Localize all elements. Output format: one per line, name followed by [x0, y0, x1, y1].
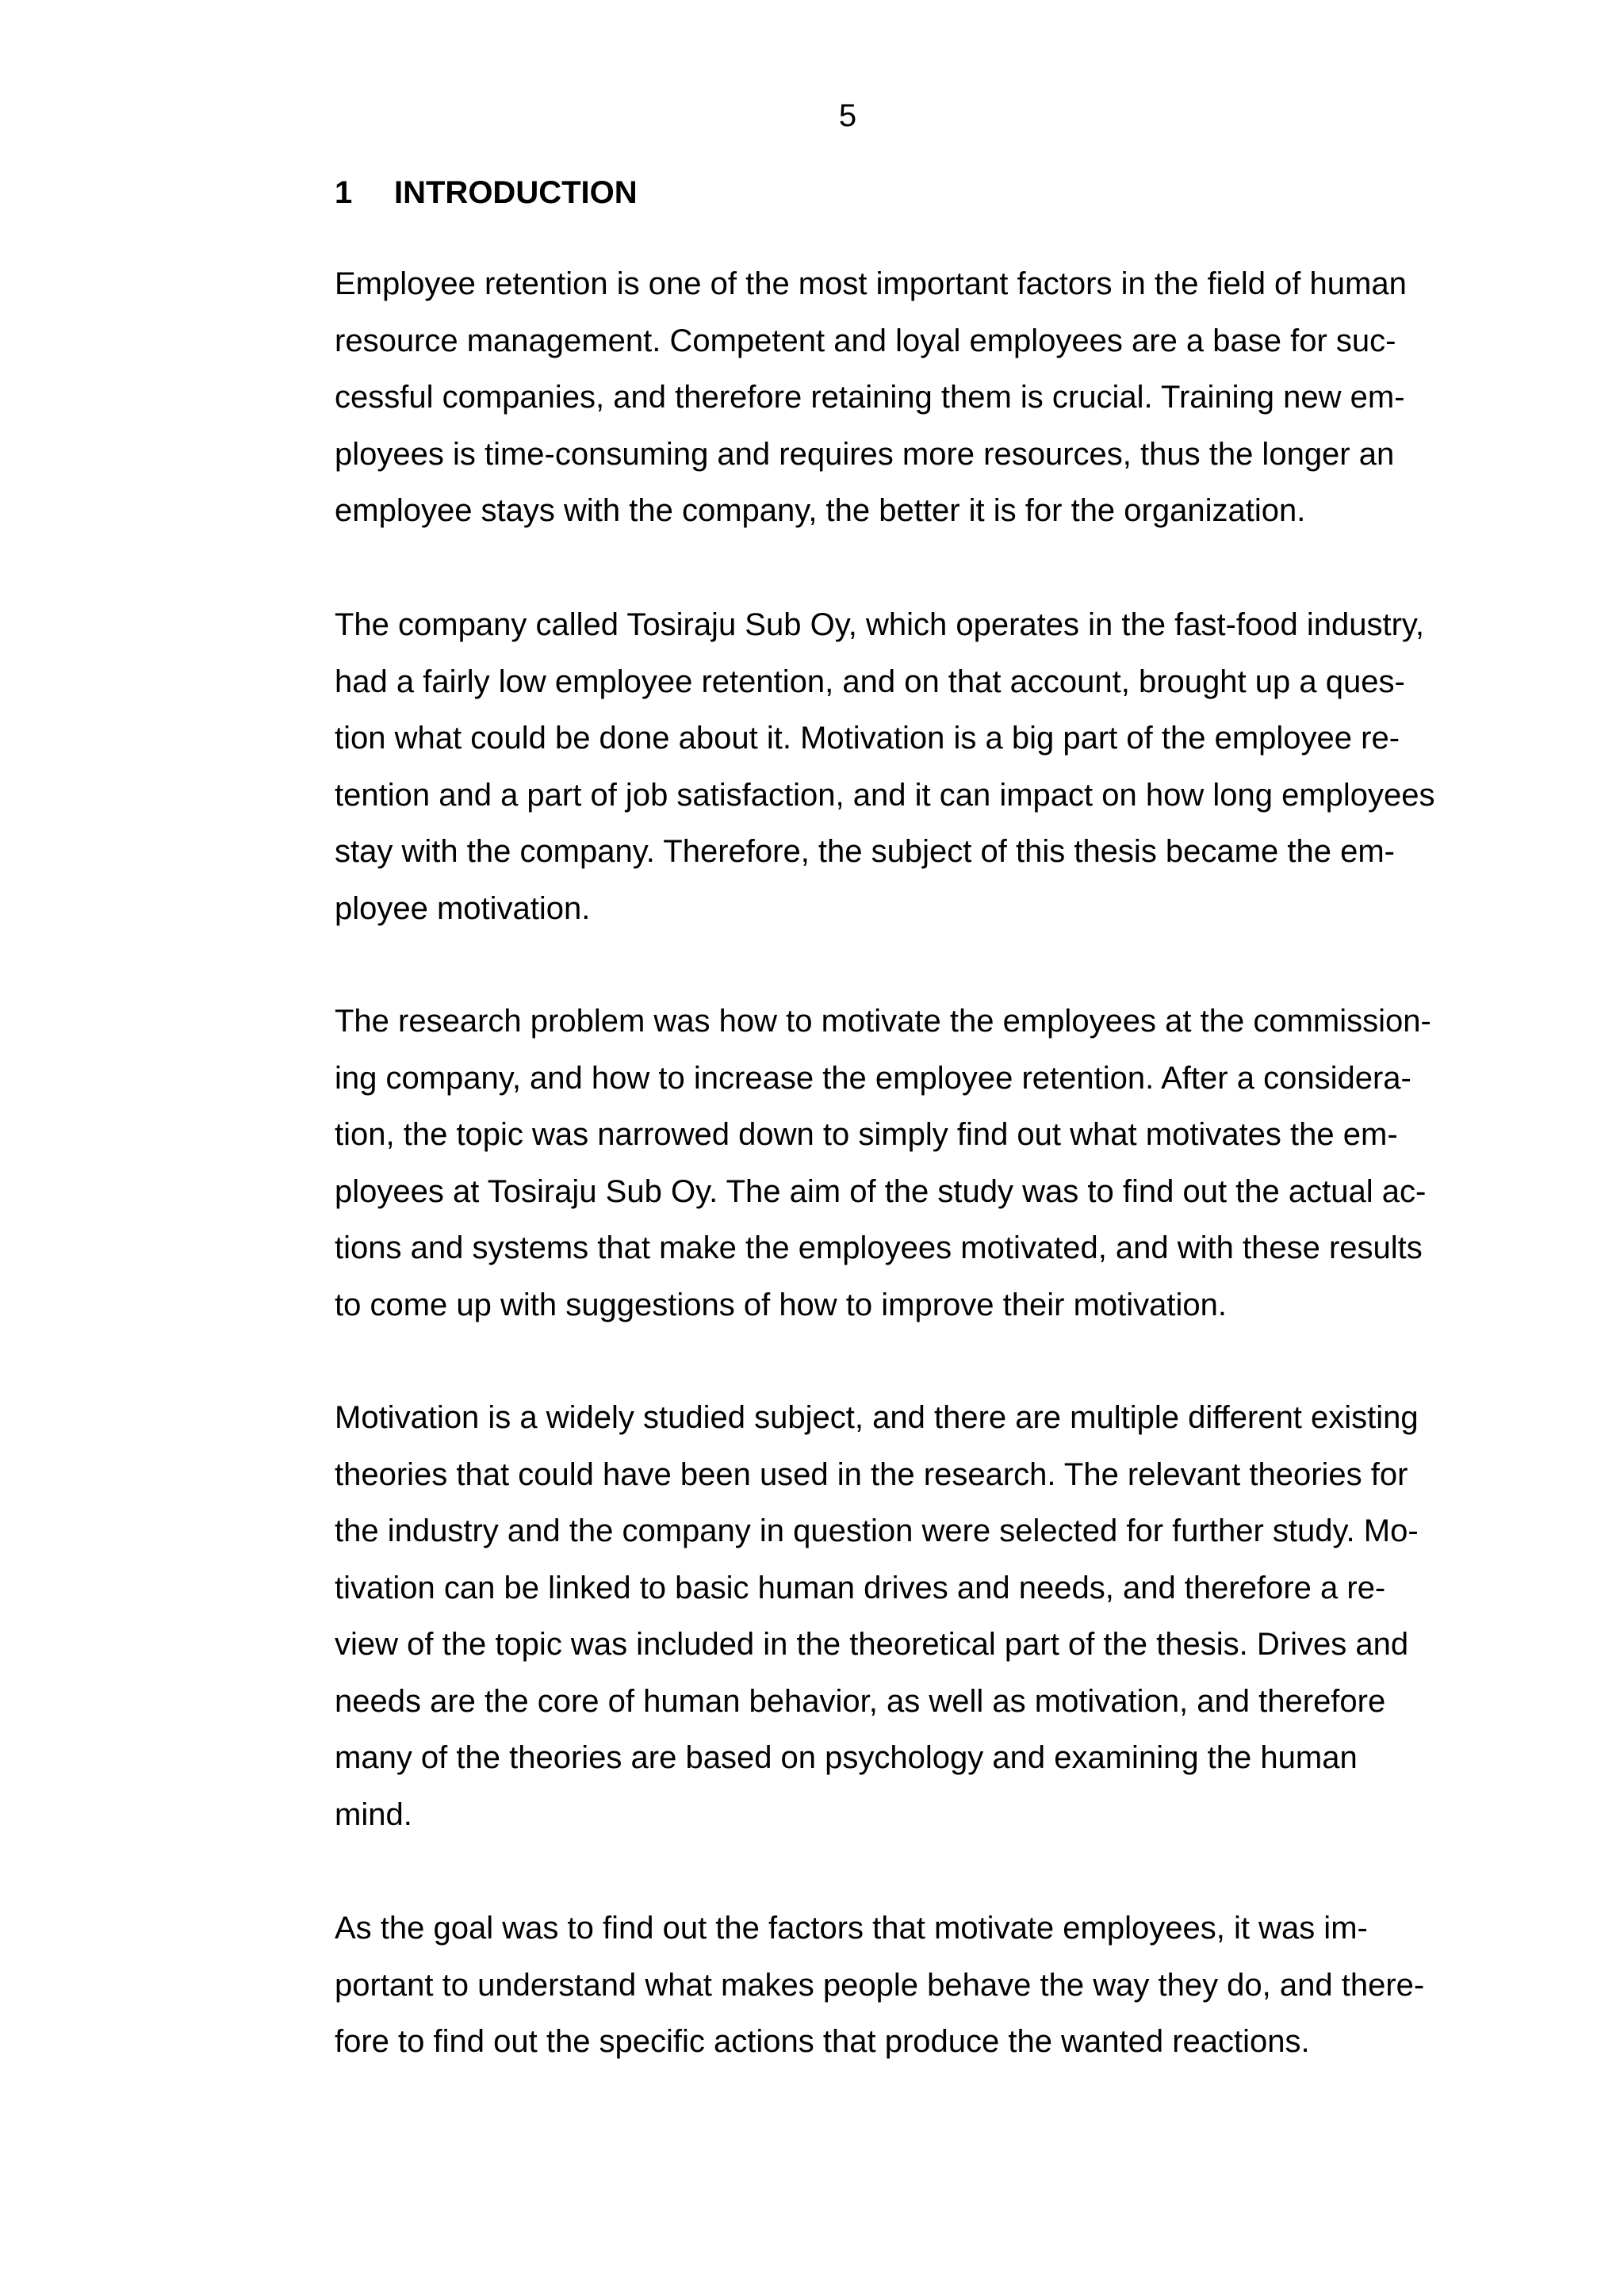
text-line: tivation can be linked to basic human drives and needs, and therefore a re-: [335, 1570, 1386, 1605]
page-number: 5: [838, 98, 857, 133]
text-line: view of the topic was included in the theoretical part of the thesis. Drives and: [335, 1627, 1409, 1662]
text-line: needs are the core of human behavior, as well as motivation, and therefore: [335, 1683, 1386, 1719]
text-line: employee stays with the company, the better it is for the organization.: [335, 493, 1306, 528]
paragraph-2: [335, 597, 1492, 937]
text-line: mind.: [335, 1797, 412, 1832]
text-line: resource management. Competent and loyal employees are a base for suc-: [335, 323, 1396, 358]
text-line: fore to find out the specific actions that produce the wanted reactions.: [335, 2024, 1310, 2059]
text-line: ployees is time-consuming and requires more resources, thus the longer an: [335, 436, 1395, 472]
text-line: tions and systems that make the employees motivated, and with these results: [335, 1230, 1423, 1265]
text-line: The research problem was how to motivate the employees at the commission-: [335, 1004, 1431, 1039]
paragraph-5: [335, 1900, 1492, 2071]
text-line: had a fairly low employee retention, and on that account, brought up a ques-: [335, 664, 1405, 699]
paragraph-3: [335, 993, 1492, 1334]
text-line: As the goal was to find out the factors that motivate employees, it was im-: [335, 1911, 1368, 1946]
text-line: the industry and the company in question were selected for further study. Mo-: [335, 1513, 1419, 1548]
text-line: Employee retention is one of the most important factors in the field of human: [335, 266, 1407, 301]
paragraph-1: [335, 256, 1492, 540]
text-line: to come up with suggestions of how to improve their motivation.: [335, 1287, 1227, 1322]
text-line: theories that could have been used in the research. The relevant theories for: [335, 1456, 1408, 1492]
section-heading: [335, 170, 638, 215]
text-line: portant to understand what makes people behave the way they do, and there-: [335, 1967, 1425, 2003]
text-line: cessful companies, and therefore retaining them is crucial. Training new em-: [335, 380, 1405, 415]
paragraph-4: [335, 1390, 1492, 1843]
text-line: ployee motivation.: [335, 890, 591, 926]
text-line: ployees at Tosiraju Sub Oy. The aim of the study was to find out the actual ac-: [335, 1173, 1427, 1209]
text-line: stay with the company. Therefore, the subject of this thesis became the em-: [335, 834, 1395, 869]
text-line: The company called Tosiraju Sub Oy, which operates in the fast-food industry,: [335, 607, 1425, 642]
text-line: many of the theories are based on psychology and examining the human: [335, 1740, 1358, 1775]
text-line: tion, the topic was narrowed down to simply find out what motivates the em-: [335, 1117, 1398, 1152]
section-number: 1: [335, 175, 353, 210]
text-line: tention and a part of job satisfaction, and it can impact on how long employees: [335, 777, 1435, 813]
text-line: Motivation is a widely studied subject, and there are multiple different existing: [335, 1400, 1419, 1435]
text-line: ing company, and how to increase the employee retention. After a considera-: [335, 1060, 1411, 1096]
section-title: INTRODUCTION: [394, 175, 638, 210]
text-line: tion what could be done about it. Motivation is a big part of the employee re-: [335, 721, 1400, 756]
